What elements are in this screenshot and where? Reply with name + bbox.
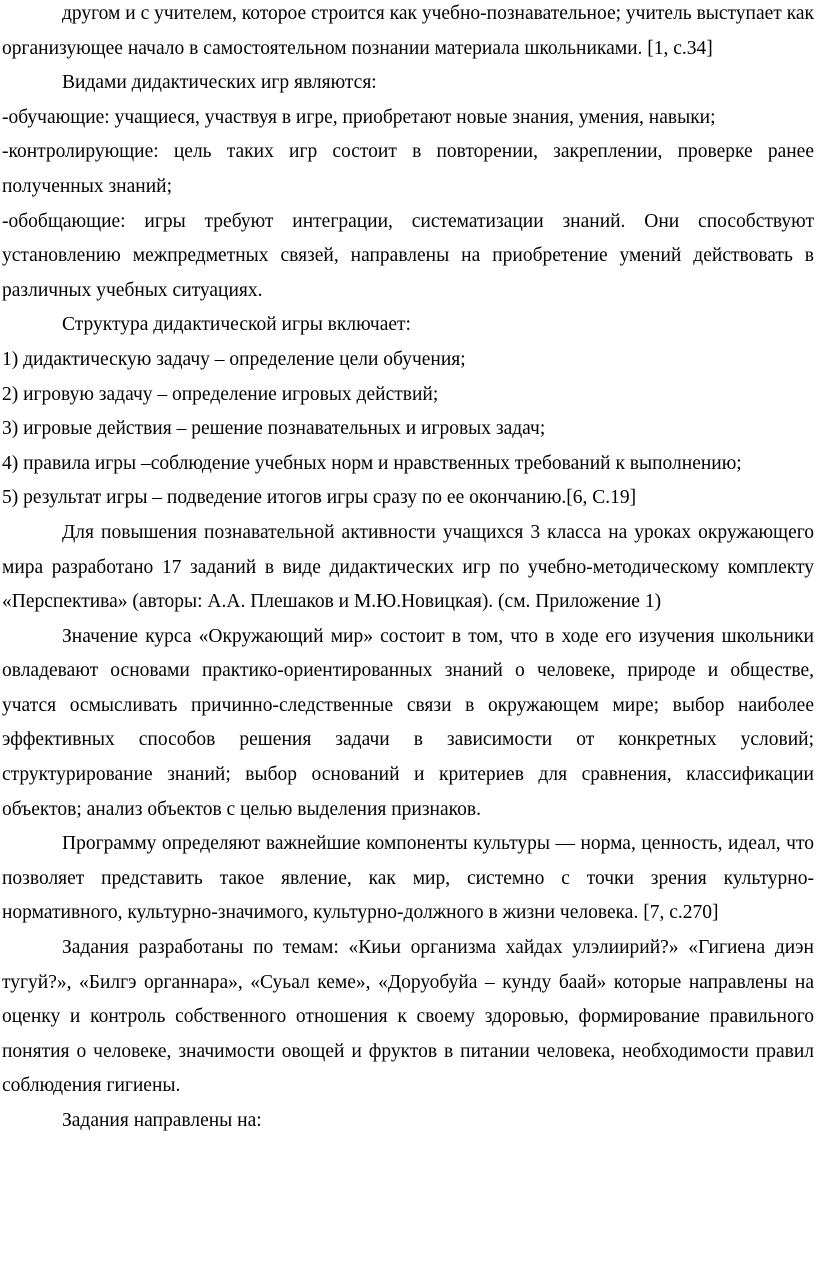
- list-item: 5) результат игры – подведение итогов игры сразу по ее окончанию.[6, С.19]: [2, 487, 637, 509]
- paragraph: Задания направлены на:: [62, 1110, 262, 1131]
- paragraph: Видами дидактических игр являются:: [62, 72, 377, 94]
- paragraph: Задания разработаны по темам: «Киьи организма хайдах улэлиирий?» «Гигиена диэн тугуй?», «Билгэ органнара», «Суьал кеме», «Доруобуйа – кунду баай» которые направлены на оценку и контроль собственного отношения к своему здоровью, формирование правильного понятия о человеке, значимости овощей и фруктов в питании человека, необходимости правил соблюдения гигиены.: [2, 937, 814, 1097]
- list-item: -контролирующие: цель таких игр состоит в повторении, закреплении, проверке ранее полученных знаний;: [2, 141, 814, 197]
- paragraph: Для повышения познавательной активности учащихся 3 класса на уроках окружающего мира разработано 17 заданий в виде дидактических игр по учебно-методическому комплекту «Перспектива» (авторы: А.А. Плешаков и М.Ю.Новицкая). (см. Приложение 1): [2, 521, 814, 613]
- list-item: 1) дидактическую задачу – определение цели обучения;: [2, 348, 466, 370]
- paragraph: другом и с учителем, которое строится как учебно-познавательное; учитель выступает как организующее начало в самостоятельном познании материала школьниками. [1, с.34]: [2, 3, 814, 59]
- list-item: 2) игровую задачу – определение игровых действий;: [2, 383, 439, 405]
- list-item: -обучающие: учащиеся, участвуя в игре, приобретают новые знания, умения, навыки;: [2, 106, 716, 128]
- paragraph: Структура дидактической игры включает:: [62, 314, 411, 336]
- paragraph: Программу определяют важнейшие компоненты культуры — норма, ценность, идеал, что позволяет представить такое явление, как мир, системно с точки зрения культурно-нормативного, культурно-значимого, культурно-должного в жизни человека. [7, с.270]: [2, 833, 814, 924]
- list-item: -обобщающие: игры требуют интеграции, систематизации знаний. Они способствуют установлению межпредметных связей, направлены на приобретение умений действовать в различных учебных ситуациях.: [2, 210, 814, 301]
- paragraph: Значение курса «Окружающий мир» состоит в том, что в ходе его изучения школьники овладевают основами практико-ориентированных знаний о человеке, природе и обществе, учатся осмысливать причинно-следственные связи в окружающем мире; выбор наиболее эффективных способов решения задачи в зависимости от конкретных условий; структурирование знаний; выбор оснований и критериев для сравнения, классификации объектов; анализ объектов с целью выделения признаков.: [2, 625, 814, 820]
- list-item: 3) игровые действия – решение познавательных и игровых задач;: [2, 418, 546, 440]
- list-item: 4) правила игры –соблюдение учебных норм и нравственных требований к выполнению;: [2, 452, 742, 474]
